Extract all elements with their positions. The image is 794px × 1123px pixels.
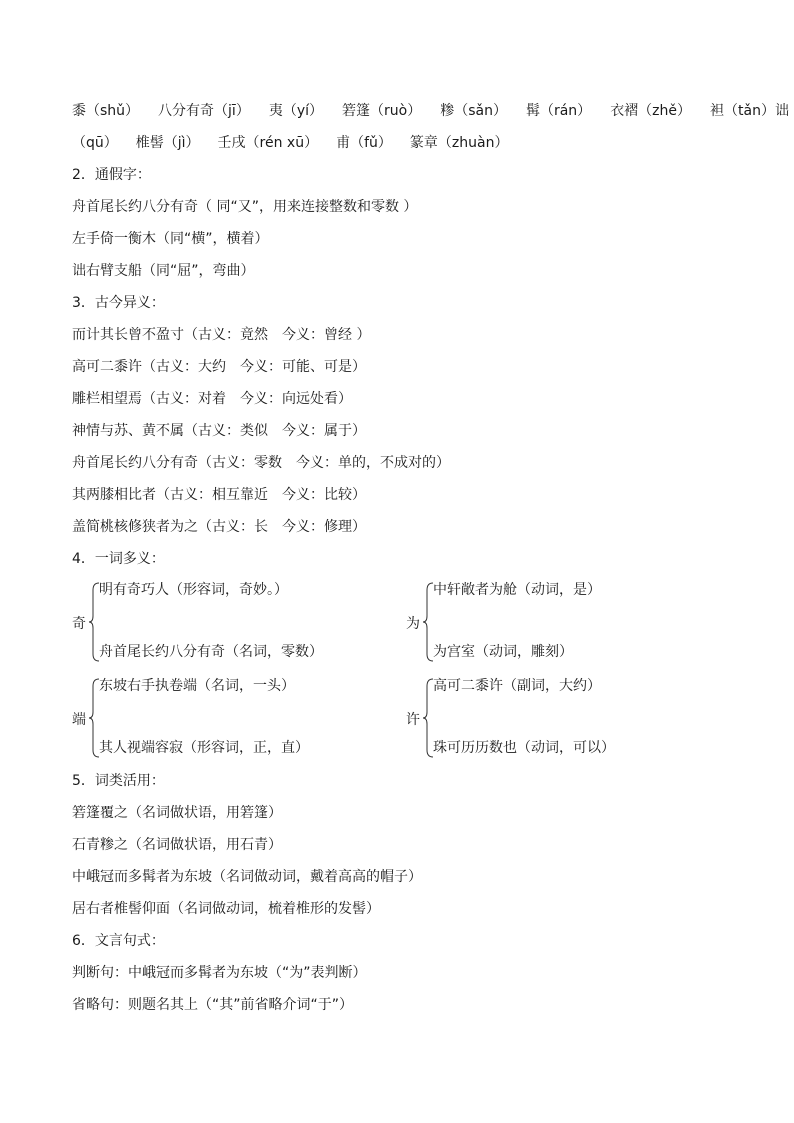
- document-body: [72, 98, 789, 1024]
- huoyong-item: 中峨冠而多髯者为东坡（名词做动词，戴着高高的帽子）: [72, 869, 422, 885]
- polysemy-meaning: 东坡右手执卷端（名词，一头）: [99, 678, 295, 694]
- polysemy-head: 端: [72, 712, 86, 728]
- pinyin-item: 髯（rán）: [525, 103, 592, 119]
- gujin-item: 其两膝相比者（古义：相互靠近 今义：比较）: [72, 487, 366, 503]
- polysemy-group: [72, 578, 392, 670]
- section-heading: 4．一词多义：: [72, 551, 165, 567]
- polysemy-group: [406, 578, 726, 670]
- section-heading: 6．文言句式：: [72, 933, 165, 949]
- pinyin-item: 甫（fǔ）: [336, 135, 392, 151]
- gujin-item: 舟首尾长约八分有奇（古义：零数 今义：单的，不成对的）: [72, 455, 450, 471]
- pinyin-item: 椎髻（jì）: [135, 135, 200, 151]
- tongjia-item: 舟首尾长约八分有奇（ 同“又”，用来连接整数和零数 ）: [72, 199, 418, 215]
- pinyin-item: 黍（shǔ）: [72, 103, 140, 119]
- polysemy-meaning: 中轩敞者为舱（动词，是）: [433, 582, 601, 598]
- polysemy-head: 奇: [72, 616, 86, 632]
- section-heading: 5．词类活用：: [72, 773, 165, 789]
- pinyin-item: 壬戌（rén xū）: [217, 135, 319, 151]
- pinyin-item: 篆章（zhuàn）: [409, 135, 509, 151]
- gujin-item: 神情与苏、黄不属（古义：类似 今义：属于）: [72, 423, 366, 439]
- pinyin-row-1: [72, 98, 789, 130]
- polysemy-meaning: 舟首尾长约八分有奇（名词，零数）: [99, 644, 323, 660]
- polysemy-head: 为: [406, 616, 420, 632]
- polysemy-meaning: 其人视端容寂（形容词，正，直）: [99, 740, 309, 756]
- section-heading: 3．古今异义：: [72, 295, 165, 311]
- tongjia-item: 诎右臂支船（同“屈”，弯曲）: [72, 263, 255, 279]
- pinyin-row-2: [72, 130, 732, 162]
- polysemy-meaning: 明有奇巧人（形容词，奇妙。）: [99, 582, 288, 598]
- polysemy-group: [72, 674, 392, 766]
- pinyin-item: （qū）: [72, 135, 118, 151]
- pinyin-item: 箬篷（ruò）: [342, 103, 422, 119]
- jushi-item: 判断句：中峨冠而多髯者为东坡（“为”表判断）: [72, 965, 367, 981]
- pinyin-item: 糁（sǎn）: [440, 103, 507, 119]
- gujin-item: 而计其长曾不盈寸（古义：竟然 今义：曾经 ）: [72, 327, 371, 343]
- pinyin-item: 袒（tǎn）诎: [710, 103, 789, 119]
- polysemy-grid: [72, 578, 732, 768]
- jushi-item: 省略句：则题名其上（“其”前省略介词“于”）: [72, 997, 354, 1013]
- polysemy-meaning: 珠可历历数也（动词，可以）: [433, 740, 615, 756]
- gujin-item: 雕栏相望焉（古义：对着 今义：向远处看）: [72, 391, 352, 407]
- huoyong-item: 石青糁之（名词做状语，用石青）: [72, 837, 282, 853]
- pinyin-item: 八分有奇（jī）: [158, 103, 250, 119]
- huoyong-item: 箬篷覆之（名词做状语，用箬篷）: [72, 805, 282, 821]
- polysemy-group: [406, 674, 726, 766]
- gujin-item: 高可二黍许（古义：大约 今义：可能、可是）: [72, 359, 366, 375]
- huoyong-item: 居右者椎髻仰面（名词做动词，梳着椎形的发髻）: [72, 901, 380, 917]
- pinyin-item: 夷（yí）: [268, 103, 324, 119]
- tongjia-item: 左手倚一衡木（同“横”，横着）: [72, 231, 269, 247]
- gujin-item: 盖简桃核修狭者为之（古义：长 今义：修理）: [72, 519, 366, 535]
- polysemy-meaning: 为宫室（动词，雕刻）: [433, 644, 573, 660]
- pinyin-item: 衣褶（zhě）: [610, 103, 692, 119]
- section-heading: 2．通假字：: [72, 167, 151, 183]
- polysemy-head: 许: [406, 712, 420, 728]
- polysemy-meaning: 高可二黍许（副词，大约）: [433, 678, 601, 694]
